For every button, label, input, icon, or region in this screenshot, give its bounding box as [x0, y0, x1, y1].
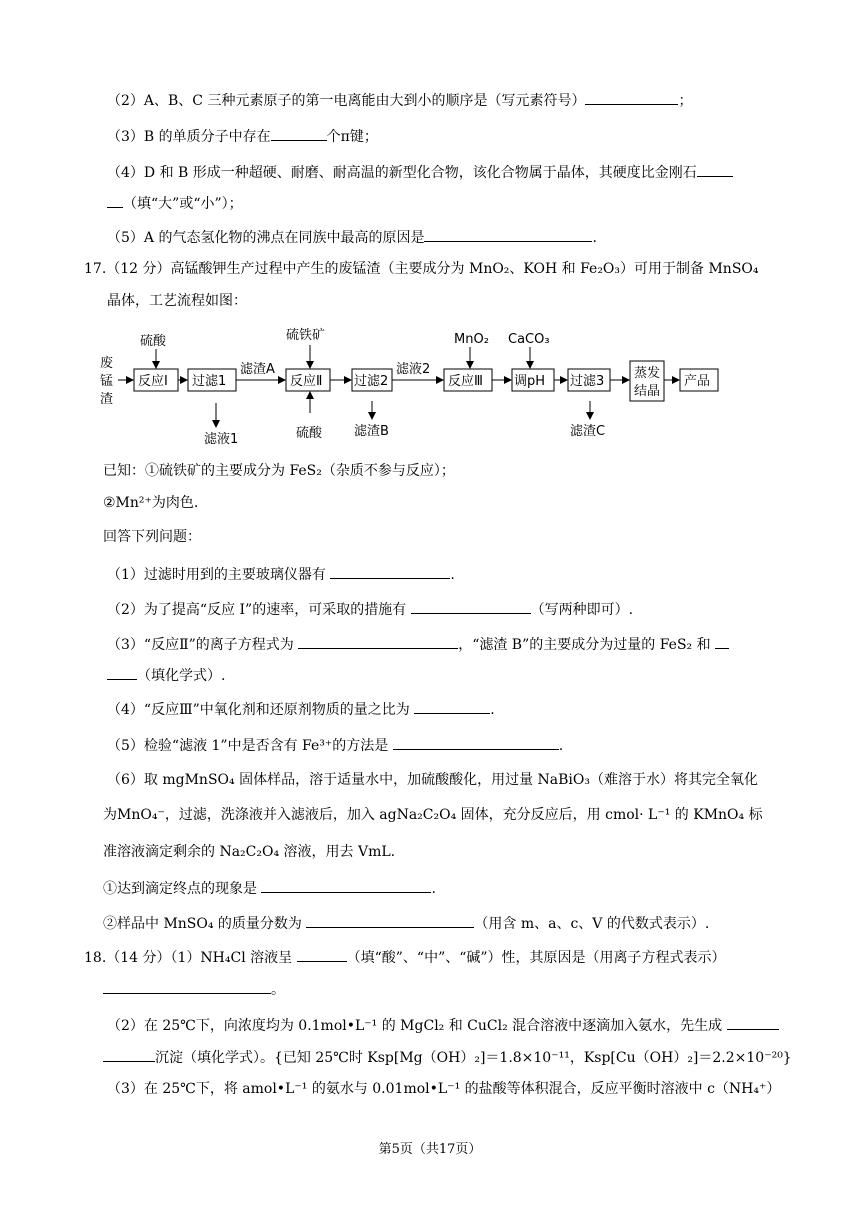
- flow-residue-b: 滤渣B: [354, 424, 389, 439]
- flow-box-reaction2: 反应Ⅱ: [290, 374, 323, 389]
- q16-5-line: （5）A 的气态氢化物的沸点在同族中最高的原因是 .: [107, 225, 597, 249]
- flow-input-mno2: MnO₂: [454, 332, 489, 347]
- q17-5-line: （5）检验“滤液 1”中是否含有 Fe³⁺的方法是 .: [107, 733, 563, 757]
- flow-feed-2: 锰: [100, 374, 114, 389]
- q18-1-line: 18.（14 分）（1）NH₄Cl 溶液呈 （填“酸”、“中”、“碱”）性，其原因是（用离子方程式表示）: [84, 945, 726, 969]
- q17-3-cont: （填化学式）.: [107, 663, 225, 687]
- q18-1-cont: 。: [103, 977, 285, 1001]
- flow-box-crystallize: 结晶: [634, 384, 661, 399]
- flow-input-acid2: 硫酸: [296, 426, 323, 441]
- flow-box-filter3: 过滤3: [570, 374, 605, 389]
- flow-input-acid1: 硫酸: [140, 334, 167, 349]
- q17-6-1-line: ①达到滴定终点的现象是 .: [103, 876, 436, 900]
- answer-prompt: 回答下列问题：: [103, 529, 201, 545]
- flow-residue-a: 滤渣A: [240, 362, 275, 377]
- flow-box-evaporate: 蒸发: [634, 366, 661, 381]
- flow-feed-3: 渣: [100, 392, 114, 407]
- q17-3-line: （3）“反应Ⅱ”的离子方程式为 ，“滤渣 B”的主要成分为过量的 FeS₂ 和: [107, 632, 729, 656]
- q17-6-2-line: ②样品中 MnSO₄ 的质量分数为 （用含 m、a、c、V 的代数式表示）.: [103, 911, 709, 935]
- process-flowchart: [100, 325, 740, 453]
- q17-2-line: （2）为了提高“反应 I”的速率，可采取的措施有 （写两种即可）.: [107, 597, 633, 621]
- flow-filtrate-2: 滤液2: [396, 362, 431, 377]
- flow-input-pyrite: 硫铁矿: [286, 328, 326, 343]
- flow-box-reaction3: 反应Ⅲ: [448, 374, 483, 389]
- q16-4-cont: （填“大”或“小”）；: [107, 191, 243, 215]
- page-footer: 第5页（共17页）: [378, 1142, 482, 1157]
- known-2: ②Mn²⁺为肉色.: [103, 495, 199, 511]
- flow-box-reaction1: 反应Ⅰ: [138, 374, 168, 389]
- q16-4-line: （4）D 和 B 形成一种超硬、耐磨、耐高温的新型化合物，该化合物属于晶体，其硬度比金刚石: [107, 160, 733, 184]
- q16-3-line: （3）B 的单质分子中存在 个π键；: [107, 124, 378, 148]
- q18-3-line: （3）在 25℃下，将 amol•L⁻¹ 的氨水与 0.01mol•L⁻¹ 的盐酸等体积混合，反应平衡时溶液中 c（NH₄⁺）: [107, 1081, 781, 1097]
- flow-residue-c: 滤渣C: [570, 424, 606, 439]
- q17-1-line: （1）过滤时用到的主要玻璃仪器有 .: [107, 562, 455, 586]
- flow-filtrate-1: 滤液1: [204, 432, 239, 447]
- q17-4-line: （4）“反应Ⅲ”中氧化剂和还原剂物质的量之比为 .: [107, 697, 495, 721]
- flow-feed-1: 废: [100, 356, 114, 371]
- flow-box-product: 产品: [684, 374, 711, 389]
- flow-box-filter1: 过滤1: [192, 374, 227, 389]
- known-1: 已知：①硫铁矿的主要成分为 FeS₂（杂质不参与反应）；: [103, 463, 455, 479]
- q17-6-line: （6）取 mgMnSO₄ 固体样品，溶于适量水中，加硫酸酸化，用过量 NaBiO₃（难溶于水）将其完全氧化: [107, 772, 758, 788]
- q17-6-cont1: 为MnO₄⁻，过滤，洗涤液并入滤液后，加入 agNa₂C₂O₄ 固体，充分反应后，用 cmol· L⁻¹ 的 KMnO₄ 标: [103, 807, 763, 823]
- flow-input-caco3: CaCO₃: [508, 332, 550, 347]
- q17-header-cont: 晶体，工艺流程如图：: [107, 293, 247, 309]
- q18-2-line: （2）在 25℃下，向浓度均为 0.1mol•L⁻¹ 的 MgCl₂ 和 CuCl₂ 混合溶液中逐滴加入氨水，先生成: [107, 1013, 779, 1037]
- flow-box-filter2: 过滤2: [354, 374, 389, 389]
- q16-2-line: （2）A、B、C 三种元素原子的第一电离能由大到小的顺序是（写元素符号） ；: [107, 88, 692, 112]
- flow-box-ph: 调pH: [514, 374, 546, 389]
- q17-6-cont2: 准溶液滴定剩余的 Na₂C₂O₄ 溶液，用去 VmL.: [103, 844, 396, 860]
- q18-2-cont: 沉淀（填化学式）。{已知 25℃时 Ksp[Mg（OH）₂]＝1.8×10⁻¹¹，Ksp[Cu（OH）₂]＝2.2×10⁻²⁰}: [103, 1045, 792, 1069]
- q17-header: 17.（12 分）高锰酸钾生产过程中产生的废锰渣（主要成分为 MnO₂、KOH 和 Fe₂O₃）可用于制备 MnSO₄: [84, 261, 759, 277]
